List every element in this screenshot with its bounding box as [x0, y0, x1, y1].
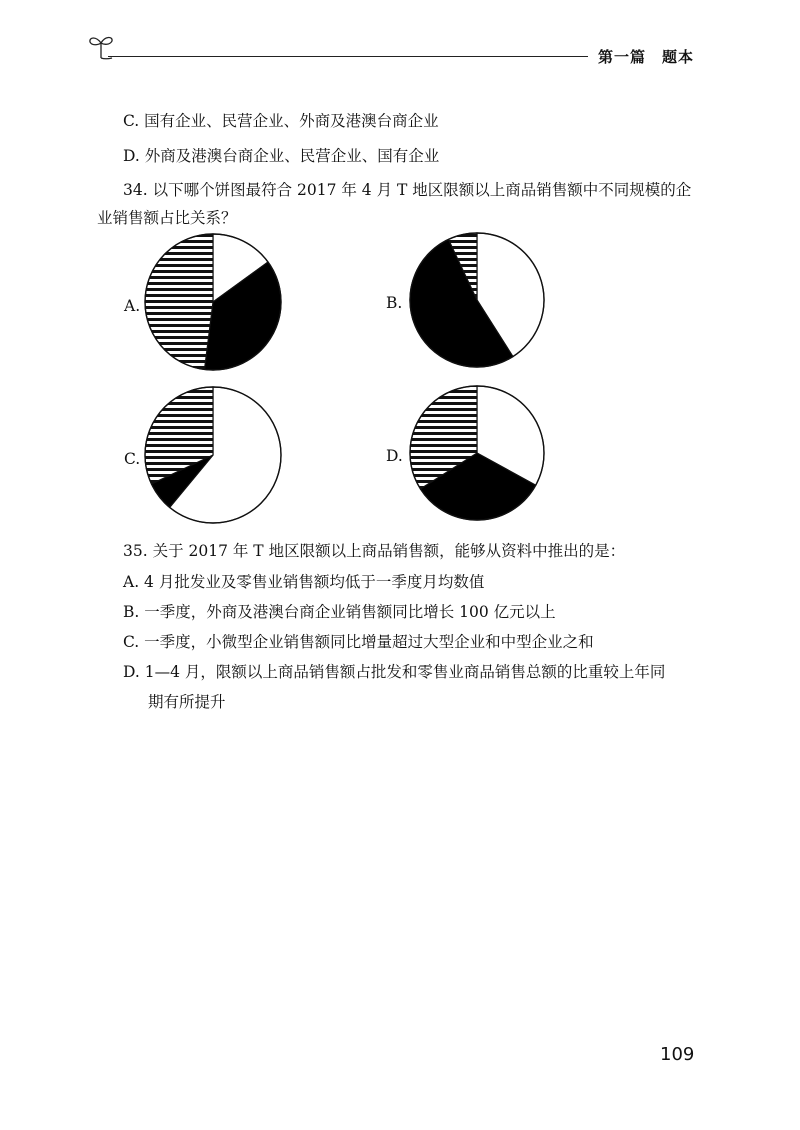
pie-chart-a [145, 234, 281, 370]
pie-chart-b [410, 233, 544, 367]
header-title: 第一篇 题本 [598, 48, 695, 66]
q35-option-b: B. 一季度，外商及港澳台商企业销售额同比增长 100 亿元以上 [123, 603, 556, 621]
q35-option-c: C. 一季度，小微型企业销售额同比增量超过大型企业和中型企业之和 [123, 633, 594, 651]
q34-stem-line1: 34. 以下哪个饼图最符合 2017 年 4 月 T 地区限额以上商品销售额中不同规模的企 [123, 181, 692, 199]
q35-option-d-line1: D. 1—4 月，限额以上商品销售额占批发和零售业商品销售总额的比重较上年同 [123, 663, 666, 681]
page-number: 109 [660, 1044, 695, 1065]
q34-label-b: B. [386, 294, 403, 312]
q34-stem-line2: 业销售额占比关系？ [97, 209, 237, 227]
q35-stem: 35. 关于 2017 年 T 地区限额以上商品销售额，能够从资料中推出的是： [123, 542, 626, 560]
q35-option-a: A. 4 月批发业及零售业销售额均低于一季度月均数值 [123, 573, 485, 591]
q34-label-c: C. [124, 450, 141, 468]
q34-label-a: A. [124, 297, 141, 315]
pie-chart-c [145, 387, 281, 523]
q35-option-d-line2: 期有所提升 [148, 693, 226, 711]
pie-chart-d [410, 386, 544, 520]
pie-a-slice-striped [145, 234, 213, 369]
q33-option-d: D. 外商及港澳台商企业、民营企业、国有企业 [123, 147, 440, 165]
q34-label-d: D. [386, 447, 403, 465]
q33-option-c: C. 国有企业、民营企业、外商及港澳台商企业 [123, 112, 439, 130]
